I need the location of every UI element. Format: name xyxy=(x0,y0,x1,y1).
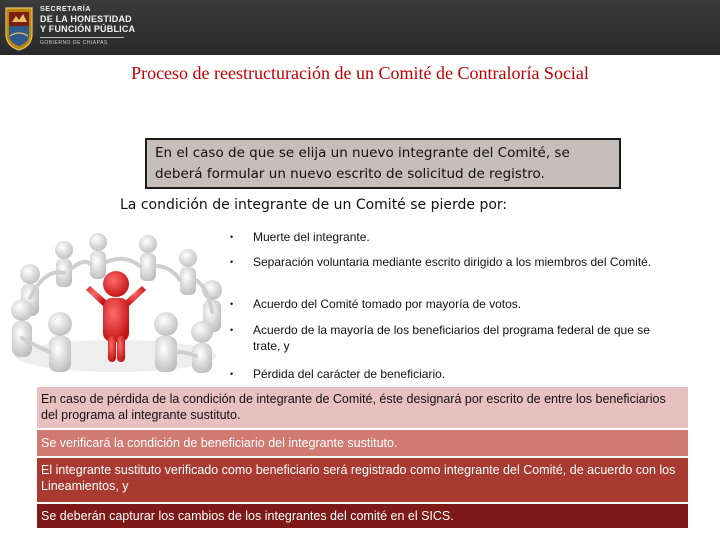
notice-box: En el caso de que se elija un nuevo integrante del Comité, se deberá formular un nuevo escrito de solicitud de registro. xyxy=(145,138,621,189)
step-4-box: Se deberán capturar los cambios de los integrantes del comité en el SICS. xyxy=(37,504,688,528)
team-circle-illustration xyxy=(0,228,232,378)
bullet-icon: • xyxy=(230,299,234,309)
bullet-icon: • xyxy=(230,232,234,242)
logo-divider xyxy=(40,37,124,38)
bullet-icon: • xyxy=(230,325,234,335)
step-1-box: En caso de pérdida de la condición de integrante de Comité, éste designará por escrito de entre los beneficiarios del programa al integrante sustituto. xyxy=(37,387,688,428)
organization-logo-text xyxy=(40,6,135,46)
header-bar xyxy=(0,0,720,55)
org-line-4: GOBIERNO DE CHIAPAS xyxy=(40,40,108,46)
condition-text: Pérdida del carácter de beneficiario. xyxy=(253,367,446,381)
list-item xyxy=(222,366,445,382)
state-shield-icon xyxy=(4,4,34,51)
bullet-icon: • xyxy=(230,257,234,267)
list-item xyxy=(222,296,521,312)
org-line-3: Y FUNCIÓN PÚBLICA xyxy=(40,24,136,34)
condition-text: Muerte del integrante. xyxy=(253,230,370,244)
org-line-2: DE LA HONESTIDAD xyxy=(40,14,132,24)
list-item xyxy=(222,254,651,270)
conditions-heading: La condición de integrante de un Comité se pierde por: xyxy=(120,197,508,213)
list-item xyxy=(222,322,662,354)
bullet-icon: • xyxy=(230,369,234,379)
step-2-box: Se verificará la condición de beneficiario del integrante sustituto. xyxy=(37,430,688,456)
condition-text: Acuerdo de la mayoría de los beneficiarios del programa federal de que se trate, y xyxy=(253,323,650,353)
condition-text: Acuerdo del Comité tomado por mayoría de votos. xyxy=(253,297,522,311)
page-title: Proceso de reestructuración de un Comité de Contraloría Social xyxy=(131,63,589,83)
step-3-box: El integrante sustituto verificado como beneficiario será registrado como integrante del Comité, de acuerdo con los Lineamientos, y xyxy=(37,458,688,502)
condition-text: Separación voluntaria mediante escrito dirigido a los miembros del Comité. xyxy=(253,255,652,269)
org-line-1: SECRETARÍA xyxy=(40,6,91,13)
list-item xyxy=(222,229,370,245)
